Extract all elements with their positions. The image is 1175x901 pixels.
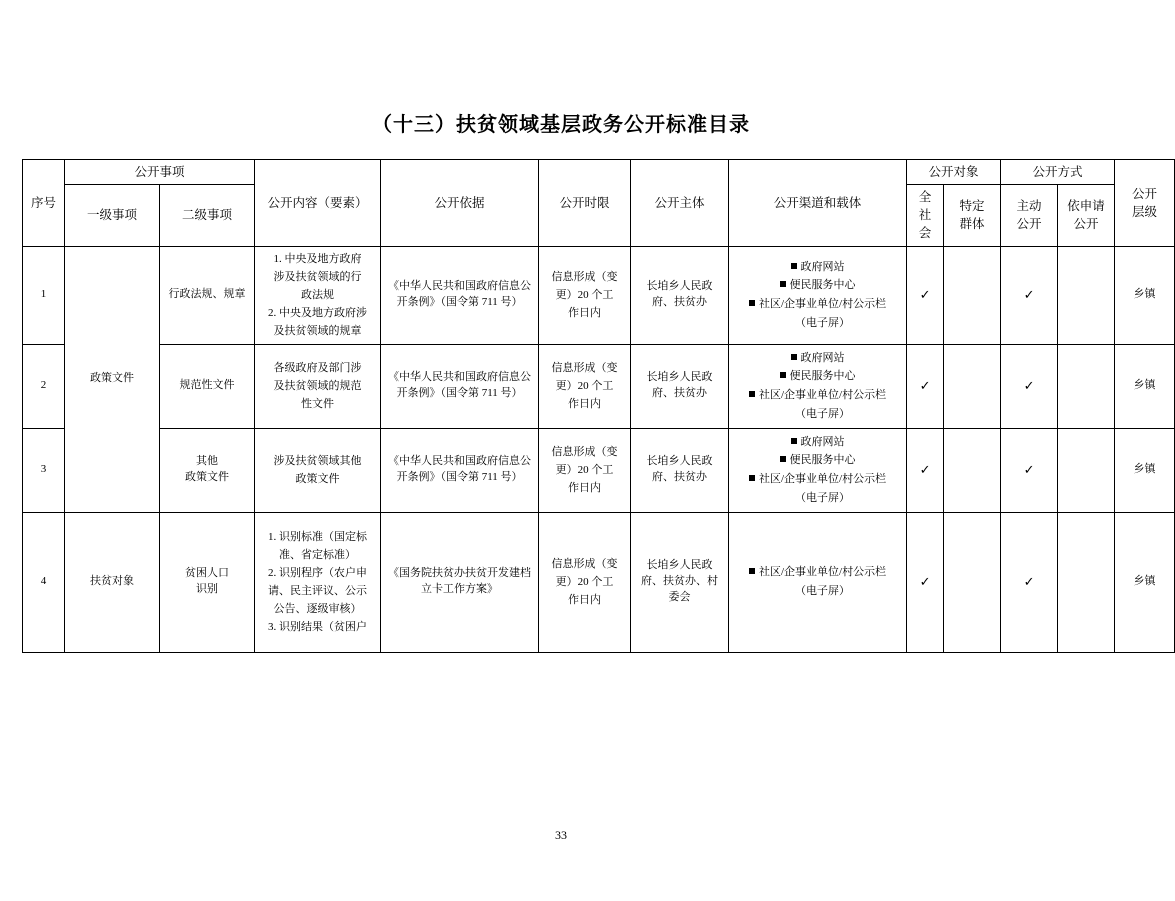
cell-seq: 3 xyxy=(23,428,65,512)
cell-audience-all: ✓ xyxy=(907,512,944,652)
cell-method-apply xyxy=(1058,428,1115,512)
header-method-active: 主动 公开 xyxy=(1001,185,1058,246)
table-row xyxy=(23,246,1175,344)
cell-basis: 《中华人民共和国政府信息公 开条例》（国令第 711 号） xyxy=(381,428,539,512)
cell-channel: 社区/企事业单位/村公示栏 （电子屏） xyxy=(729,512,907,652)
header-audience-group: 公开对象 xyxy=(907,160,1001,185)
header-method-apply: 依申请 公开 xyxy=(1058,185,1115,246)
cell-method-apply xyxy=(1058,512,1115,652)
cell-method-active: ✓ xyxy=(1001,344,1058,428)
disclosure-catalog-table xyxy=(22,159,1175,653)
cell-subject: 长垍乡人民政 府、扶贫办、村 委会 xyxy=(631,512,729,652)
cell-time-limit: 信息形成（变 更）20 个工 作日内 xyxy=(539,344,631,428)
header-time-limit: 公开时限 xyxy=(539,160,631,247)
cell-content: 1. 中央及地方政府 涉及扶贫领域的行 政法规 2. 中央及地方政府涉 及扶贫领域的规章 xyxy=(255,246,381,344)
cell-level1: 政策文件 xyxy=(65,246,160,512)
cell-seq: 1 xyxy=(23,246,65,344)
cell-time-limit: 信息形成（变 更）20 个工 作日内 xyxy=(539,246,631,344)
page-number: 33 xyxy=(555,828,567,842)
table-row xyxy=(23,512,1175,652)
cell-channel: 政府网站 便民服务中心 社区/企事业单位/村公示栏 （电子屏） xyxy=(729,344,907,428)
cell-audience-all: ✓ xyxy=(907,344,944,428)
cell-level: 乡镇 xyxy=(1115,428,1175,512)
cell-level1: 扶贫对象 xyxy=(65,512,160,652)
cell-method-active: ✓ xyxy=(1001,246,1058,344)
cell-level2: 规范性文件 xyxy=(160,344,255,428)
cell-seq: 4 xyxy=(23,512,65,652)
table-row xyxy=(23,428,1175,512)
cell-basis: 《国务院扶贫办扶贫开发建档 立卡工作方案》 xyxy=(381,512,539,652)
cell-subject: 长垍乡人民政 府、扶贫办 xyxy=(631,428,729,512)
cell-content: 1. 识别标准（国定标 准、省定标准） 2. 识别程序（农户申 请、民主评议、公示 公告、逐级审核） 3. 识别结果（贫困户 xyxy=(255,512,381,652)
cell-level2: 其他 政策文件 xyxy=(160,428,255,512)
page-title: （十三）扶贫领域基层政务公开标准目录 xyxy=(372,114,750,136)
cell-content: 各级政府及部门涉 及扶贫领域的规范 性文件 xyxy=(255,344,381,428)
cell-level: 乡镇 xyxy=(1115,344,1175,428)
cell-basis: 《中华人民共和国政府信息公 开条例》（国令第 711 号） xyxy=(381,246,539,344)
cell-level2: 贫困人口 识别 xyxy=(160,512,255,652)
cell-method-apply xyxy=(1058,246,1115,344)
table-row xyxy=(23,344,1175,428)
cell-level: 乡镇 xyxy=(1115,246,1175,344)
header-level2: 二级事项 xyxy=(160,185,255,246)
cell-method-apply xyxy=(1058,344,1115,428)
cell-time-limit: 信息形成（变 更）20 个工 作日内 xyxy=(539,428,631,512)
cell-audience-special xyxy=(944,344,1001,428)
header-basis: 公开依据 xyxy=(381,160,539,247)
cell-channel: 政府网站 便民服务中心 社区/企事业单位/村公示栏 （电子屏） xyxy=(729,428,907,512)
cell-method-active: ✓ xyxy=(1001,428,1058,512)
cell-basis: 《中华人民共和国政府信息公 开条例》（国令第 711 号） xyxy=(381,344,539,428)
cell-audience-special xyxy=(944,512,1001,652)
header-subject: 公开主体 xyxy=(631,160,729,247)
cell-content: 涉及扶贫领域其他 政策文件 xyxy=(255,428,381,512)
cell-level2: 行政法规、规章 xyxy=(160,246,255,344)
header-content: 公开内容（要素） xyxy=(255,160,381,247)
header-level1: 一级事项 xyxy=(65,185,160,246)
cell-subject: 长垍乡人民政 府、扶贫办 xyxy=(631,344,729,428)
header-channel: 公开渠道和载体 xyxy=(729,160,907,247)
header-method-group: 公开方式 xyxy=(1001,160,1115,185)
table-header-row-1 xyxy=(23,160,1175,185)
header-matters-group: 公开事项 xyxy=(65,160,255,185)
header-audience-all: 全 社 会 xyxy=(907,185,944,246)
cell-subject: 长垍乡人民政 府、扶贫办 xyxy=(631,246,729,344)
cell-audience-special xyxy=(944,246,1001,344)
cell-seq: 2 xyxy=(23,344,65,428)
header-seq: 序号 xyxy=(23,160,65,247)
cell-method-active: ✓ xyxy=(1001,512,1058,652)
cell-audience-all: ✓ xyxy=(907,428,944,512)
header-level: 公开 层级 xyxy=(1115,160,1175,247)
cell-channel: 政府网站 便民服务中心 社区/企事业单位/村公示栏 （电子屏） xyxy=(729,246,907,344)
document-page xyxy=(0,108,1158,901)
cell-audience-special xyxy=(944,428,1001,512)
cell-audience-all: ✓ xyxy=(907,246,944,344)
cell-level: 乡镇 xyxy=(1115,512,1175,652)
header-audience-special: 特定 群体 xyxy=(944,185,1001,246)
cell-time-limit: 信息形成（变 更）20 个工 作日内 xyxy=(539,512,631,652)
